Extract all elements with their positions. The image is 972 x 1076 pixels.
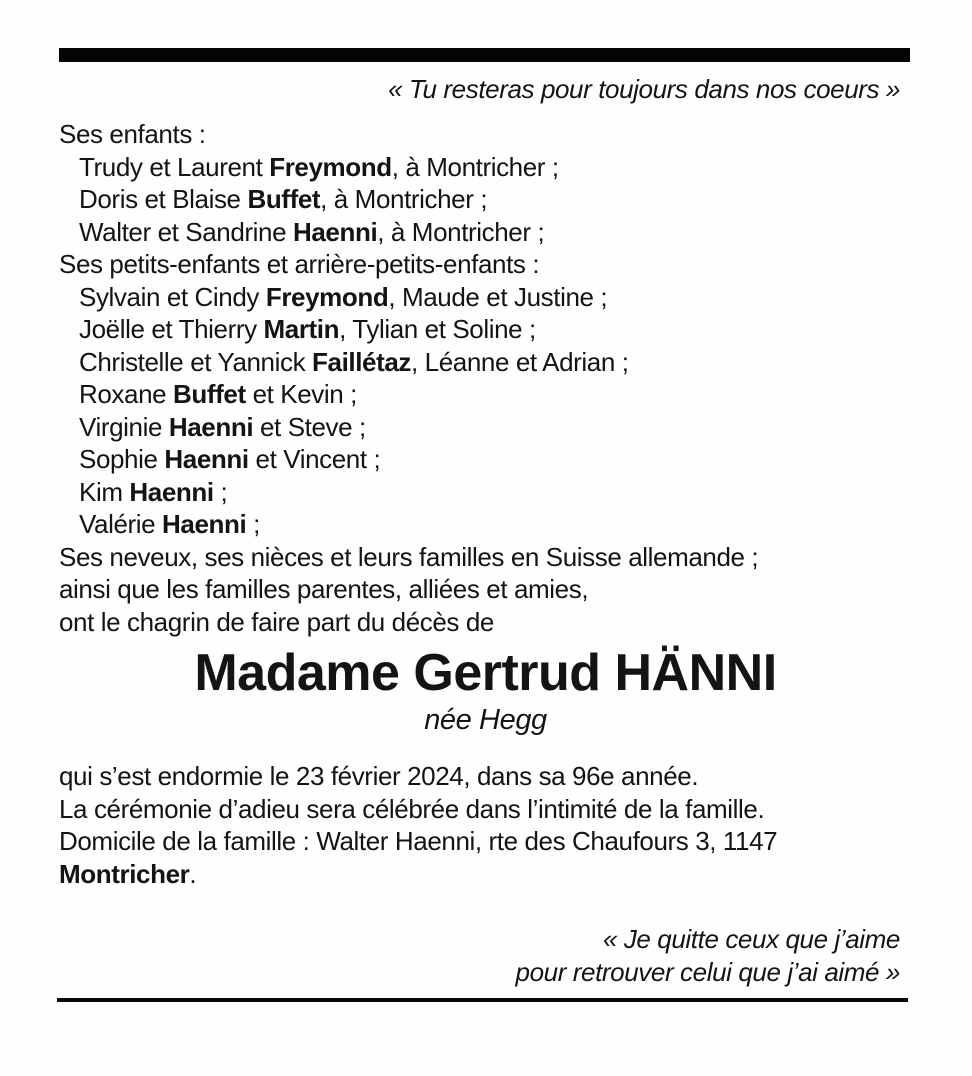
line-text: Domicile de la famille : Walter Haenni, rte des Chaufours 3, 1147 bbox=[59, 826, 778, 856]
closing-quote-line-1: « Je quitte ceux que j’aime bbox=[602, 924, 900, 954]
line-text: Roxane bbox=[79, 379, 174, 409]
line-text: , Léanne et Adrian ; bbox=[411, 346, 629, 377]
line-text: et Kevin ; bbox=[245, 379, 357, 409]
family-line-child-3 bbox=[59, 216, 912, 249]
closing-quote bbox=[59, 923, 900, 989]
family-address-line bbox=[59, 825, 912, 890]
line-text: et Vincent ; bbox=[248, 444, 381, 474]
death-date-line: qui s’est endormie le 23 février 2024, dans sa 96e année. bbox=[59, 761, 699, 791]
surname: Haenni bbox=[129, 476, 214, 507]
family-line-child-2 bbox=[59, 183, 912, 216]
line-text: , à Montricher ; bbox=[391, 151, 559, 182]
family-line-grandchild-5 bbox=[59, 411, 912, 444]
closing-quote-line-2: pour retrouver celui que j’ai aimé » bbox=[515, 957, 900, 987]
line-text: , Tylian et Soline ; bbox=[339, 314, 536, 344]
surname: Haenni bbox=[292, 216, 378, 247]
notice-details bbox=[59, 760, 912, 890]
line-text: Valérie bbox=[79, 509, 163, 539]
deceased-name: Madame Gertrud HÄNNI bbox=[194, 644, 777, 702]
surname: Buffet bbox=[247, 184, 321, 214]
line-text: ; bbox=[246, 509, 260, 539]
family-line-grandchild-8 bbox=[59, 508, 912, 541]
family-line-grandchild-1 bbox=[59, 281, 912, 314]
line-text: Sophie bbox=[79, 444, 165, 474]
line-text: Sylvain et Cindy bbox=[79, 281, 266, 312]
line-text: Walter et Sandrine bbox=[79, 216, 293, 247]
surname: Haenni bbox=[164, 444, 249, 474]
line-text: Trudy et Laurent bbox=[79, 151, 270, 182]
line-text: Doris et Blaise bbox=[79, 184, 248, 214]
relatives-line-2: ainsi que les familles parentes, alliées et amies, bbox=[59, 574, 589, 604]
announcement-line: ont le chagrin de faire part du décès de bbox=[59, 606, 494, 637]
surname: Buffet bbox=[173, 379, 246, 409]
line-text: Kim bbox=[79, 476, 130, 507]
line-text: Joëlle et Thierry bbox=[79, 314, 264, 344]
line-text: ; bbox=[213, 476, 228, 507]
family-line-grandchild-4 bbox=[59, 378, 912, 411]
children-header: Ses enfants : bbox=[59, 119, 206, 149]
line-text: , à Montricher ; bbox=[320, 184, 488, 214]
surname: Martin bbox=[263, 314, 340, 344]
surname: Faillétaz bbox=[312, 346, 412, 377]
maiden-name: née Hegg bbox=[424, 704, 547, 736]
bottom-rule bbox=[57, 998, 908, 1002]
line-text: Virginie bbox=[79, 411, 169, 442]
grandchildren-header: Ses petits-enfants et arrière-petits-enfants : bbox=[59, 249, 540, 279]
relatives-line-1: Ses neveux, ses nièces et leurs familles en Suisse allemande ; bbox=[59, 541, 759, 572]
family-line-child-1 bbox=[59, 151, 912, 184]
surname: Freymond bbox=[269, 151, 392, 182]
line-text: . bbox=[189, 858, 197, 889]
opening-quote: « Tu resteras pour toujours dans nos coeurs » bbox=[388, 74, 900, 104]
surname: Haenni bbox=[162, 509, 247, 539]
family-line-grandchild-3 bbox=[59, 346, 912, 379]
line-text: et Steve ; bbox=[253, 411, 366, 442]
line-text: , Maude et Justine ; bbox=[388, 281, 608, 312]
ceremony-line: La cérémonie d’adieu sera célébrée dans l’intimité de la famille. bbox=[59, 793, 765, 824]
top-rule bbox=[59, 48, 910, 62]
notice-body bbox=[59, 118, 912, 989]
family-line-grandchild-6 bbox=[59, 443, 912, 476]
surname: Freymond bbox=[265, 281, 389, 312]
line-text: , à Montricher ; bbox=[377, 216, 545, 247]
line-text: Christelle et Yannick bbox=[79, 346, 313, 377]
family-line-grandchild-7 bbox=[59, 476, 912, 509]
place-name: Montricher bbox=[59, 858, 190, 889]
family-line-grandchild-2 bbox=[59, 313, 912, 346]
surname: Haenni bbox=[168, 411, 254, 442]
